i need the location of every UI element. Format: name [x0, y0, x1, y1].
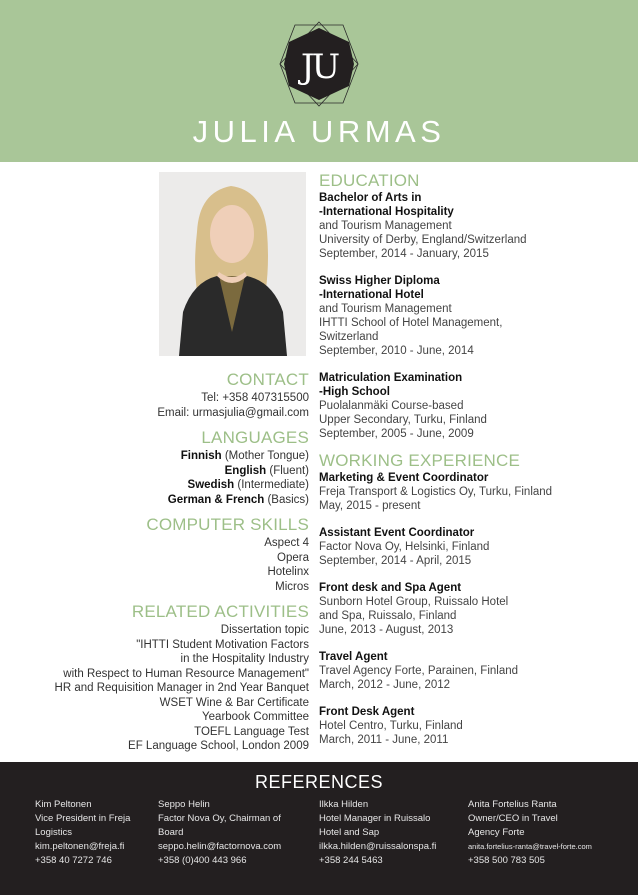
activity-item: Dissertation topic — [220, 624, 309, 636]
activity-item: WSET Wine & Bar Certificate — [159, 696, 309, 709]
experience-entry: Assistant Event Coordinator Factor Nova Oy, Helsinki, Finland September, 2014 - April, 2015 — [319, 527, 490, 567]
activity-item: in the Hospitality Industry — [180, 653, 309, 665]
education-entry: Bachelor of Arts in -International Hospitality and Tourism Management University of Derby, England/Switzerland September, 2014 - January, 2015 — [319, 192, 527, 260]
candidate-name: JULIA URMAS — [192, 114, 446, 149]
related-activities-title: RELATED ACTIVITIES — [131, 602, 309, 621]
computer-skills-title: COMPUTER SKILLS — [146, 515, 309, 534]
contact-email: Email: urmasjulia@gmail.com — [157, 406, 309, 419]
language-item: Swedish (Intermediate) — [187, 479, 309, 491]
activity-item: EF Language School, London 2009 — [128, 740, 309, 752]
experience-entry: Travel Agent Travel Agency Forte, Parainen, Finland March, 2012 - June, 2012 — [319, 651, 519, 691]
profile-photo — [159, 172, 306, 356]
reference-card: Ilkka Hilden Hotel Manager in Ruissalo Hotel and Sap ilkka.hilden@ruissalonspa.fi +358 244 5463 — [319, 799, 437, 866]
monogram-logo — [278, 20, 360, 108]
references-title: REFERENCES — [254, 772, 384, 792]
experience-title: WORKING EXPERIENCE — [319, 451, 521, 470]
skill-item: Micros — [275, 580, 309, 593]
experience-entry: Marketing & Event Coordinator Freja Transport & Logistics Oy, Turku, Finland May, 2015 - present — [319, 472, 553, 512]
activity-item: TOEFL Language Test — [194, 725, 309, 738]
contact-tel: Tel: +358 407315500 — [201, 392, 309, 404]
education-entry: Swiss Higher Diploma -International Hotel and Tourism Management IHTTI School of Hotel Management, Switzerland September, 2010 - June, 2014 — [319, 275, 503, 357]
language-item: Finnish (Mother Tongue) — [180, 450, 309, 462]
activity-item: "IHTTI Student Motivation Factors — [136, 638, 309, 651]
related-activities-section — [55, 602, 309, 754]
activity-item: HR and Requisition Manager in 2nd Year Banquet — [54, 682, 309, 694]
education-section — [319, 171, 527, 449]
contact-title: CONTACT — [226, 370, 309, 389]
monogram-text: JU — [300, 47, 338, 87]
activity-item: with Respect to Human Resource Management" — [63, 667, 309, 680]
languages-title: LANGUAGES — [201, 428, 309, 447]
contact-section — [157, 370, 309, 420]
activity-item: Yearbook Committee — [202, 711, 309, 723]
skill-item: Hotelinx — [267, 566, 309, 578]
experience-entry: Front desk and Spa Agent Sunborn Hotel Group, Ruissalo Hotel and Spa, Ruissalo, Finland June, 2013 - August, 2013 — [319, 582, 509, 636]
language-item: German & French (Basics) — [167, 493, 309, 506]
language-item: English (Fluent) — [224, 464, 309, 477]
experience-section — [319, 451, 552, 760]
skill-item: Aspect 4 — [264, 537, 309, 549]
education-title: EDUCATION — [319, 171, 420, 190]
education-entry: Matriculation Examination -High School Puolalanmäki Course-based Upper Secondary, Turku, Finland September, 2005 - June, 2009 — [319, 372, 487, 440]
skill-item: Opera — [277, 551, 309, 564]
reference-card: Anita Fortelius Ranta Owner/CEO in Travel Agency Forte anita.fortelius-ranta@travel-forte.com +358 500 783 505 — [468, 799, 592, 866]
experience-entry: Front Desk Agent Hotel Centro, Turku, Finland March, 2011 - June, 2011 — [319, 706, 463, 746]
computer-skills-section — [146, 515, 309, 594]
reference-card: Seppo Helin Factor Nova Oy, Chairman of Board seppo.helin@factornova.com +358 (0)400 443 966 — [158, 799, 282, 866]
languages-section — [168, 428, 309, 507]
reference-card: Kim Peltonen Vice President in Freja Logistics kim.peltonen@freja.fi +358 40 7272 746 — [35, 799, 131, 866]
